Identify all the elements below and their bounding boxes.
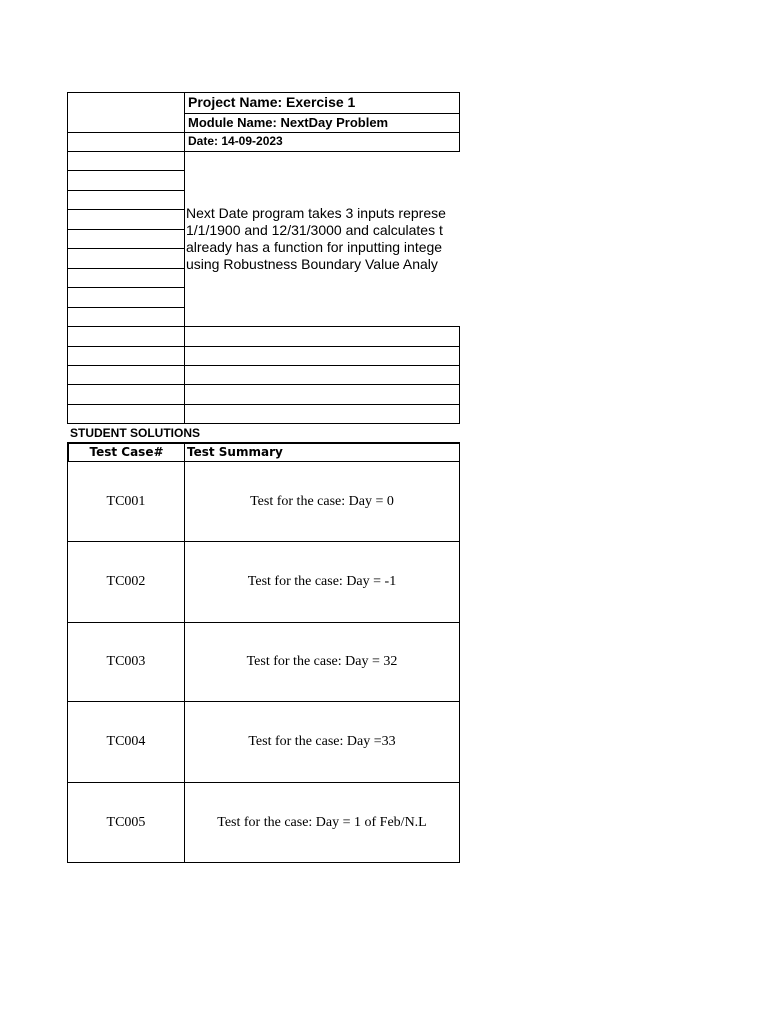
empty-cell[interactable] [67, 326, 185, 347]
test-case-summary[interactable]: Test for the case: Day =33 [184, 701, 460, 783]
test-case-summary[interactable]: Test for the case: Day = -1 [184, 541, 460, 623]
test-case-id[interactable]: TC002 [67, 541, 185, 623]
left-cell[interactable] [67, 151, 185, 171]
project-name-cell[interactable]: Project Name: Exercise 1 [184, 92, 460, 114]
date-cell[interactable]: Date: 14-09-2023 [184, 132, 460, 152]
empty-cell[interactable] [184, 346, 460, 366]
left-cell[interactable] [67, 209, 185, 230]
test-case-id[interactable]: TC004 [67, 701, 185, 783]
student-solutions-label: STUDENT SOLUTIONS [70, 426, 201, 440]
column-header-test-summary[interactable]: Test Summary [184, 443, 460, 462]
header-left-cell[interactable] [67, 92, 185, 133]
left-cell[interactable] [67, 307, 185, 327]
left-cell[interactable] [67, 170, 185, 191]
left-cell[interactable] [67, 248, 185, 269]
left-cell[interactable] [67, 229, 185, 249]
empty-cell[interactable] [67, 384, 185, 405]
test-case-id[interactable]: TC001 [67, 461, 185, 542]
empty-cell[interactable] [184, 404, 460, 424]
description-line: 1/1/1900 and 12/31/3000 and calculates t [186, 222, 443, 238]
empty-cell[interactable] [67, 346, 185, 366]
test-case-id[interactable]: TC003 [67, 622, 185, 702]
empty-cell[interactable] [67, 365, 185, 385]
description-line: Next Date program takes 3 inputs represe [186, 205, 446, 221]
empty-cell[interactable] [184, 384, 460, 405]
problem-description [186, 205, 459, 275]
test-case-summary[interactable]: Test for the case: Day = 1 of Feb/N.L [184, 782, 460, 863]
left-cell[interactable] [67, 268, 185, 288]
test-case-summary[interactable]: Test for the case: Day = 0 [184, 461, 460, 542]
description-line: already has a function for inputting intege [186, 239, 443, 255]
test-case-id[interactable]: TC005 [67, 782, 185, 863]
description-line: using Robustness Boundary Value Analy [186, 256, 438, 272]
column-header-test-case[interactable]: Test Case# [67, 443, 185, 462]
test-case-summary[interactable]: Test for the case: Day = 32 [184, 622, 460, 702]
module-name-cell[interactable]: Module Name: NextDay Problem [184, 113, 460, 133]
empty-cell[interactable] [184, 326, 460, 347]
left-cell[interactable] [67, 190, 185, 210]
date-left-cell[interactable] [67, 132, 185, 152]
left-cell[interactable] [67, 287, 185, 308]
empty-cell[interactable] [184, 365, 460, 385]
empty-cell[interactable] [67, 404, 185, 424]
